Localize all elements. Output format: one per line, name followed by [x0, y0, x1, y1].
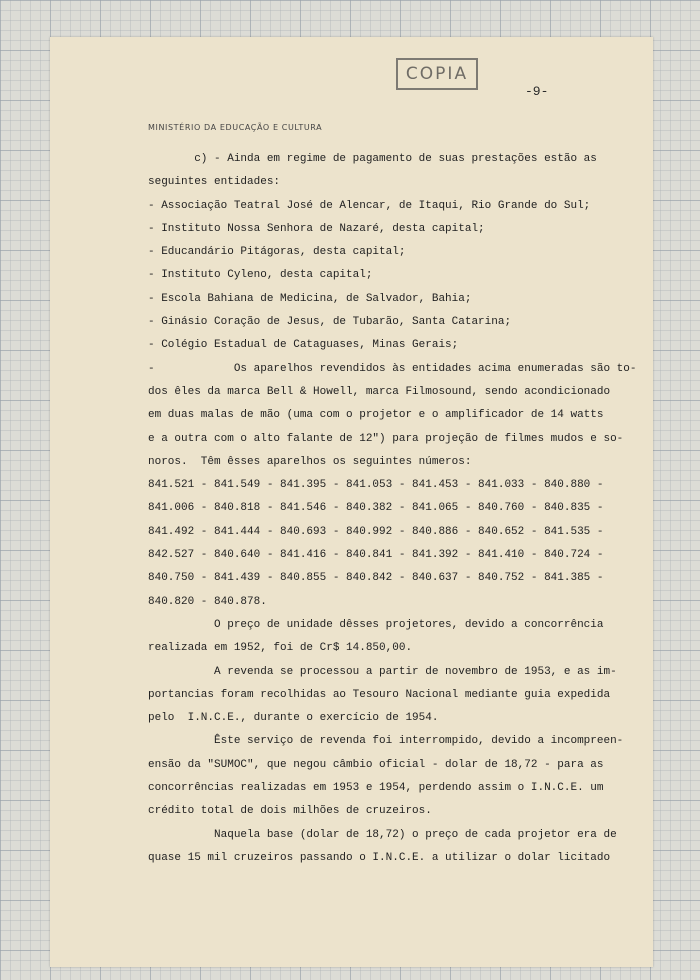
entity-line: - Instituto Nossa Senhora de Nazaré, desta capital;	[148, 222, 485, 235]
serial-number-row: 840.750 - 841.439 - 840.855 - 840.842 - 840.637 - 840.752 - 841.385 -	[148, 572, 604, 585]
text-line: portancias foram recolhidas ao Tesouro Nacional mediante guia expedida	[148, 688, 611, 701]
text-line: seguintes entidades:	[148, 176, 281, 189]
serial-number-row: 841.492 - 841.444 - 840.693 - 840.992 - 840.886 - 840.652 - 841.535 -	[148, 525, 604, 538]
text-line: A revenda se processou a partir de novembro de 1953, e as im-	[148, 665, 617, 678]
text-line: O preço de unidade dêsses projetores, devido a concorrência	[148, 618, 604, 631]
text-line: c) - Ainda em regime de pagamento de suas prestações estão as	[148, 153, 597, 165]
entity-line: - Associação Teatral José de Alencar, de Itaqui, Rio Grande do Sul;	[148, 199, 591, 212]
serial-number-row: 841.521 - 841.549 - 841.395 - 841.053 - 841.453 - 841.033 - 840.880 -	[148, 479, 604, 492]
text-line: concorrências realizadas em 1953 e 1954, perdendo assim o I.N.C.E. um	[148, 782, 604, 795]
text-line: e a outra com o alto falante de 12") para projeção de filmes mudos e so-	[148, 432, 624, 445]
text-line: quase 15 mil cruzeiros passando o I.N.C.E. a utilizar o dolar licitado	[148, 851, 611, 864]
text-line: Êste serviço de revenda foi interrompido, devido a incompreen-	[148, 735, 624, 748]
copy-stamp: COPIA	[396, 58, 478, 90]
entity-line: - Instituto Cyleno, desta capital;	[148, 269, 373, 282]
document-body	[148, 148, 637, 870]
text-line: pelo I.N.C.E., durante o exercício de 1954.	[148, 712, 439, 725]
serial-number-row: 842.527 - 840.640 - 841.416 - 840.841 - 841.392 - 841.410 - 840.724 -	[148, 549, 604, 562]
page-number: -9-	[525, 84, 549, 99]
entity-line: - Escola Bahiana de Medicina, de Salvador, Bahia;	[148, 292, 472, 305]
text-line: em duas malas de mão (uma com o projetor e o amplificador de 14 watts	[148, 409, 604, 422]
text-line: ensão da "SUMOC", que negou câmbio oficial - dolar de 18,72 - para as	[148, 758, 604, 771]
ministry-header: MINISTÉRIO DA EDUCAÇÃO E CULTURA	[148, 123, 323, 132]
text-line: noros. Têm êsses aparelhos os seguintes números:	[148, 455, 472, 468]
text-line: crédito total de dois milhões de cruzeiros.	[148, 805, 432, 818]
text-line: - Os aparelhos revendidos às entidades acima enumeradas são to-	[148, 362, 637, 375]
entity-line: - Ginásio Coração de Jesus, de Tubarão, Santa Catarina;	[148, 316, 512, 329]
text-line: Naquela base (dolar de 18,72) o preço de cada projetor era de	[148, 828, 617, 841]
entity-line: - Colégio Estadual de Cataguases, Minas Gerais;	[148, 339, 459, 352]
serial-number-row: 840.820 - 840.878.	[148, 595, 267, 608]
text-line: dos êles da marca Bell & Howell, marca Filmosound, sendo acondicionado	[148, 385, 611, 398]
serial-number-row: 841.006 - 840.818 - 841.546 - 840.382 - 841.065 - 840.760 - 840.835 -	[148, 502, 604, 515]
entity-line: - Educandário Pitágoras, desta capital;	[148, 246, 406, 259]
text-line: realizada em 1952, foi de Cr$ 14.850,00.	[148, 642, 413, 655]
